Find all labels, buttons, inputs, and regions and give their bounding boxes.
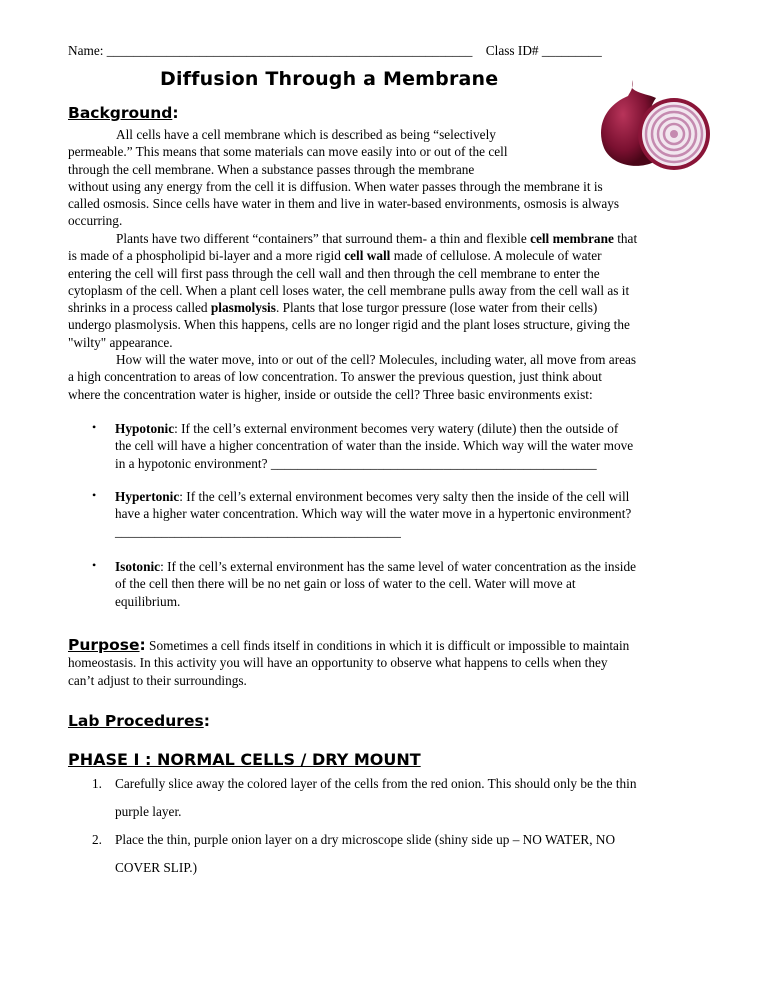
phase-heading: PHASE I : NORMAL CELLS / DRY MOUNT — [68, 750, 421, 769]
text-line: Hypertonic: If the cell’s external environment becomes very salty then the inside of the cell will — [115, 489, 630, 504]
text-line: is made of a phospholipid bi-layer and a more rigid cell wall made of cellulose. A molecule of water — [68, 248, 602, 264]
page-title: Diffusion Through a Membrane — [160, 68, 499, 90]
background-paragraph-3 — [68, 351, 708, 403]
name-class-line — [68, 43, 602, 59]
procedure-step-1 — [115, 770, 715, 826]
text-line: purple layer. — [115, 804, 182, 819]
text-line: Isotonic: If the cell’s external environment has the same level of water concentration as the inside — [115, 559, 636, 574]
text-line: shrinks in a process called plasmolysis. Plants that lose turgor pressure (lose water from their cells) — [68, 300, 598, 316]
background-paragraph-1 — [68, 126, 708, 230]
text-line: Plants have two different “containers” that surround them- a thin and flexible cell membrane that — [116, 231, 638, 246]
text-line: where the concentration water is higher, inside or outside the cell? Three basic environments exist: — [68, 386, 593, 402]
text-line: a high concentration to areas of low concentration. To answer the previous question, just think about — [68, 369, 602, 385]
text-line: "wilty" appearance. — [68, 334, 173, 350]
background-heading: Background: — [68, 104, 179, 122]
text-line: can’t adjust to their surroundings. — [68, 672, 247, 688]
text-line: entering the cell will first pass through the cell wall and then through the cell membrane to enter the — [68, 265, 600, 281]
step-number: 2. — [92, 832, 102, 847]
procedure-step-2 — [115, 826, 715, 882]
text-line: homeostasis. In this activity you will have an opportunity to observe what happens to cells when they — [68, 655, 608, 671]
name-field[interactable]: Name: _______________________________________________________ — [68, 43, 473, 58]
text-line: How will the water move, into or out of the cell? Molecules, including water, all move from areas — [116, 352, 637, 367]
text-line: permeable.” This means that some materials can move easily into or out of the cell — [68, 144, 508, 160]
step-number: 1. — [92, 776, 102, 791]
bullet-hypotonic — [115, 420, 675, 472]
purpose-section — [68, 637, 708, 689]
bullet-icon: • — [92, 488, 97, 502]
text-line: without using any energy from the cell it is diffusion. When water passes through the membrane it is — [68, 178, 603, 194]
text-line: the cell will have a higher concentration of water than the inside. Which way will the water move — [115, 438, 634, 454]
text-line: have a higher water concentration. Which way will the water move in a hypertonic environment? — [115, 506, 632, 522]
answer-line[interactable]: ___________________________________________ — [115, 523, 401, 539]
text-line: COVER SLIP.) — [115, 860, 198, 875]
purpose-heading: Purpose: — [68, 636, 146, 654]
text-line: called osmosis. Since cells have water in them and live in water-based environments, osmosis is always — [68, 196, 620, 212]
bullet-icon: • — [92, 558, 97, 572]
lab-procedures-heading: Lab Procedures: — [68, 712, 210, 730]
bullet-icon: • — [92, 420, 97, 434]
text-line: Place the thin, purple onion layer on a dry microscope slide (shiny side up – NO WATER, NO — [115, 832, 616, 847]
text-line: through the cell membrane. When a substance passes through the membrane — [68, 161, 475, 177]
background-paragraph-2 — [68, 230, 708, 351]
answer-line[interactable]: in a hypotonic environment? _________________________________________________ — [115, 455, 597, 471]
bullet-hypertonic — [115, 488, 675, 540]
text-line: Carefully slice away the colored layer of the cells from the red onion. This should only be the thin — [115, 776, 637, 791]
text-line: undergo plasmolysis. When this happens, cells are no longer rigid and the plant loses structure, giving the — [68, 317, 630, 333]
text-line: equilibrium. — [115, 593, 181, 609]
text-line: of the cell then there will be no net gain or loss of water to the cell. Water will move at — [115, 576, 576, 592]
text-line: cytoplasm of the cell. When a plant cell loses water, the cell membrane pulls away from the cell wall as it — [68, 282, 630, 298]
bullet-isotonic — [115, 558, 675, 610]
text-line: Hypotonic: If the cell’s external environment becomes very watery (dilute) then the outside of — [115, 421, 619, 436]
class-id-field[interactable]: Class ID# _________ — [485, 43, 602, 58]
text-line: occurring. — [68, 213, 123, 229]
text-line: Purpose: Sometimes a cell finds itself in conditions in which it is difficult or impossible to maintain — [68, 636, 630, 654]
text-line: All cells have a cell membrane which is described as being “selectively — [116, 127, 496, 142]
